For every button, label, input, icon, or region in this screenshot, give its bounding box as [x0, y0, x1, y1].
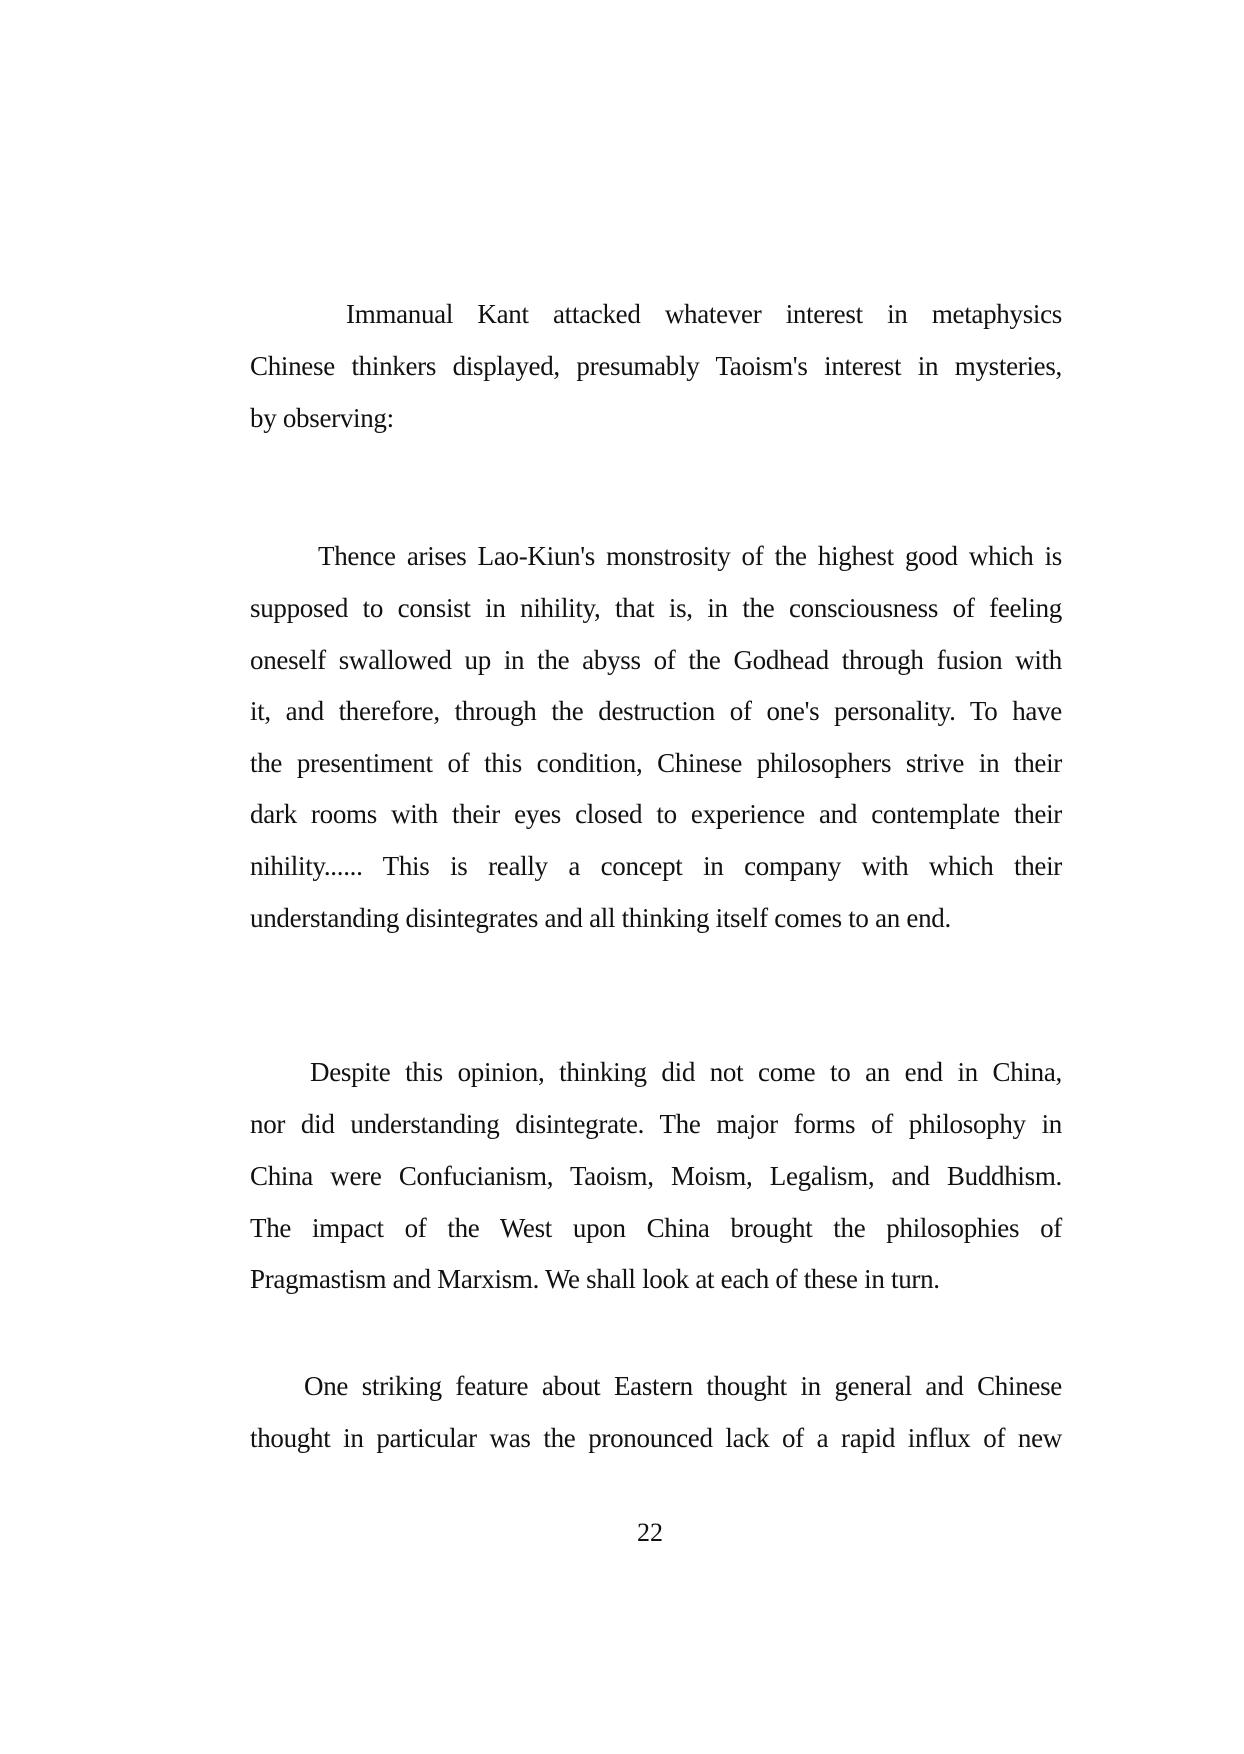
- text-line: nor did understanding disintegrate. The major forms of philosophy in: [250, 1109, 1062, 1139]
- text-line: oneself swallowed up in the abyss of the Godhead through fusion with: [250, 645, 1062, 675]
- text-line: Despite this opinion, thinking did not come to an end in China,: [310, 1057, 1062, 1087]
- text-line: by observing:: [250, 403, 394, 433]
- text-line: thought in particular was the pronounced lack of a rapid influx of new: [250, 1423, 1062, 1453]
- text-line: Immanual Kant attacked whatever interest in metaphysics: [346, 299, 1062, 329]
- text-line: Pragmastism and Marxism. We shall look at each of these in turn.: [250, 1264, 940, 1294]
- text-line: it, and therefore, through the destruction of one's personality. To have: [250, 696, 1062, 726]
- text-line: understanding disintegrates and all thinking itself comes to an end.: [250, 903, 951, 933]
- text-line: Thence arises Lao-Kiun's monstrosity of the highest good which is: [318, 541, 1062, 571]
- text-line: One striking feature about Eastern thought in general and Chinese: [304, 1371, 1062, 1401]
- page-number: 22: [637, 1518, 663, 1547]
- text-line: China were Confucianism, Taoism, Moism, Legalism, and Buddhism.: [250, 1161, 1062, 1191]
- text-line: the presentiment of this condition, Chinese philosophers strive in their: [250, 748, 1062, 778]
- text-line: Chinese thinkers displayed, presumably Taoism's interest in mysteries,: [250, 351, 1062, 381]
- text-line: nihility...... This is really a concept in company with which their: [250, 851, 1062, 881]
- text-line: dark rooms with their eyes closed to experience and contemplate their: [250, 799, 1062, 829]
- text-line: supposed to consist in nihility, that is, in the consciousness of feeling: [250, 593, 1062, 623]
- text-line: The impact of the West upon China brought the philosophies of: [250, 1213, 1062, 1243]
